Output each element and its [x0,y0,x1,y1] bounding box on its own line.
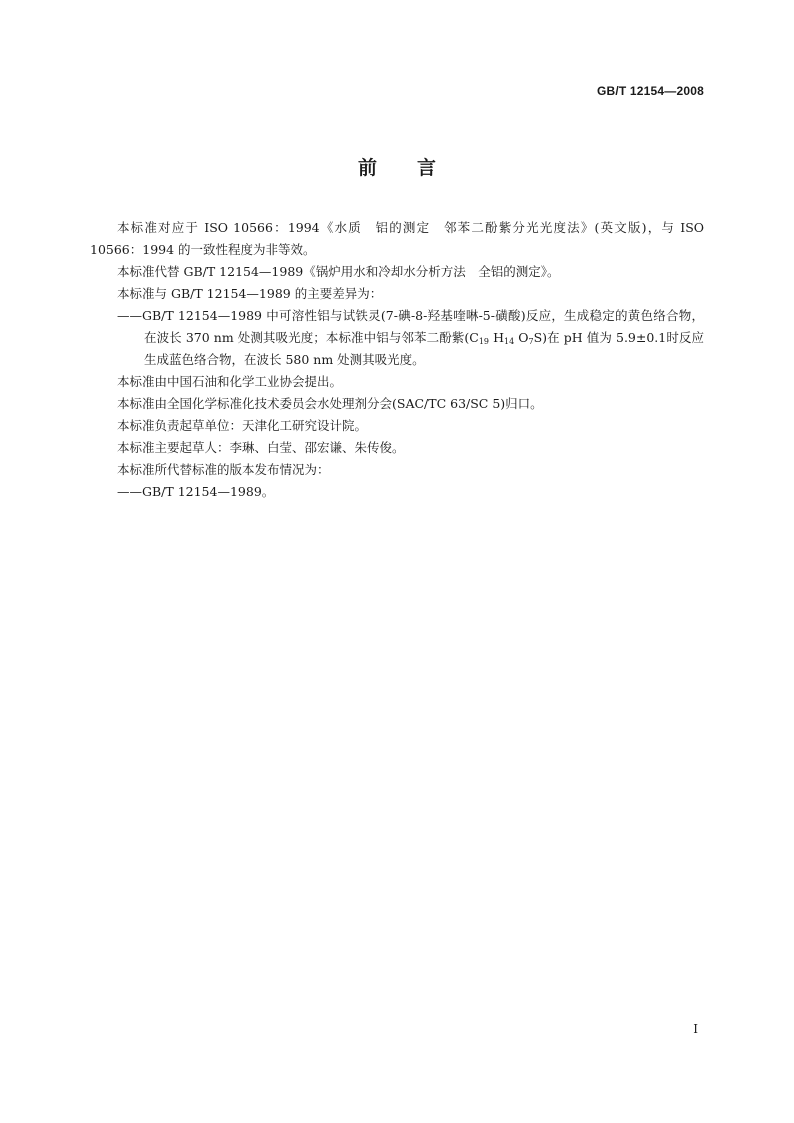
difference-text-part2: S)在 pH 值为 5.9±0.1时反应生成蓝色络合物，在波长 580 nm 处测其吸光度。 [144,330,705,367]
administrator-paragraph: 本标准由全国化学标准化技术委员会水处理剂分会(SAC/TC 63/SC 5)归口。 [117,396,543,411]
drafters-paragraph: 本标准主要起草人：李琳、白莹、邵宏谦、朱传俊。 [117,440,405,455]
history-item [90,481,704,503]
history-item-text: GB/T 12154—1989。 [142,484,275,499]
formula-subscript-c: 19 [478,337,490,346]
formula-subscript-o: 7 [528,337,534,346]
dash-marker: —— [117,308,142,323]
correspondence-paragraph: 本标准对应于 ISO 10566：1994《水质 铝的测定 邻苯二酚紫分光光度法》(英文版)，与 ISO 10566：1994 的一致性程度为非等效。 [90,220,704,257]
difference-item [90,305,704,371]
formula-subscript-h: 14 [503,337,515,346]
page-number: I [693,1022,698,1036]
formula-o: O [514,330,529,345]
proposer-paragraph: 本标准由中国石油和化学工业协会提出。 [117,374,343,389]
foreword-body [90,217,704,503]
dash-marker: —— [117,484,142,499]
formula-h: H [489,330,504,345]
drafting-unit-paragraph: 本标准负责起草单位：天津化工研究设计院。 [117,418,368,433]
history-intro: 本标准所代替标准的版本发布情况为： [117,462,330,477]
differences-intro: 本标准与 GB/T 12154—1989 的主要差异为： [117,286,383,301]
difference-text-part1: GB/T 12154—1989 中可溶性铝与试铁灵(7-碘-8-羟基喹啉-5-磺酸)反应，生成稳定的黄色络合物，在波长 370 nm 处测其吸光度；本标准中铝与邻苯二酚紫(C [142,308,704,345]
page-title: 前言 [357,157,476,179]
standard-code: GB/T 12154—2008 [596,84,704,98]
replacement-paragraph: 本标准代替 GB/T 12154—1989《锅炉用水和冷却水分析方法 全铝的测定》。 [117,264,560,279]
